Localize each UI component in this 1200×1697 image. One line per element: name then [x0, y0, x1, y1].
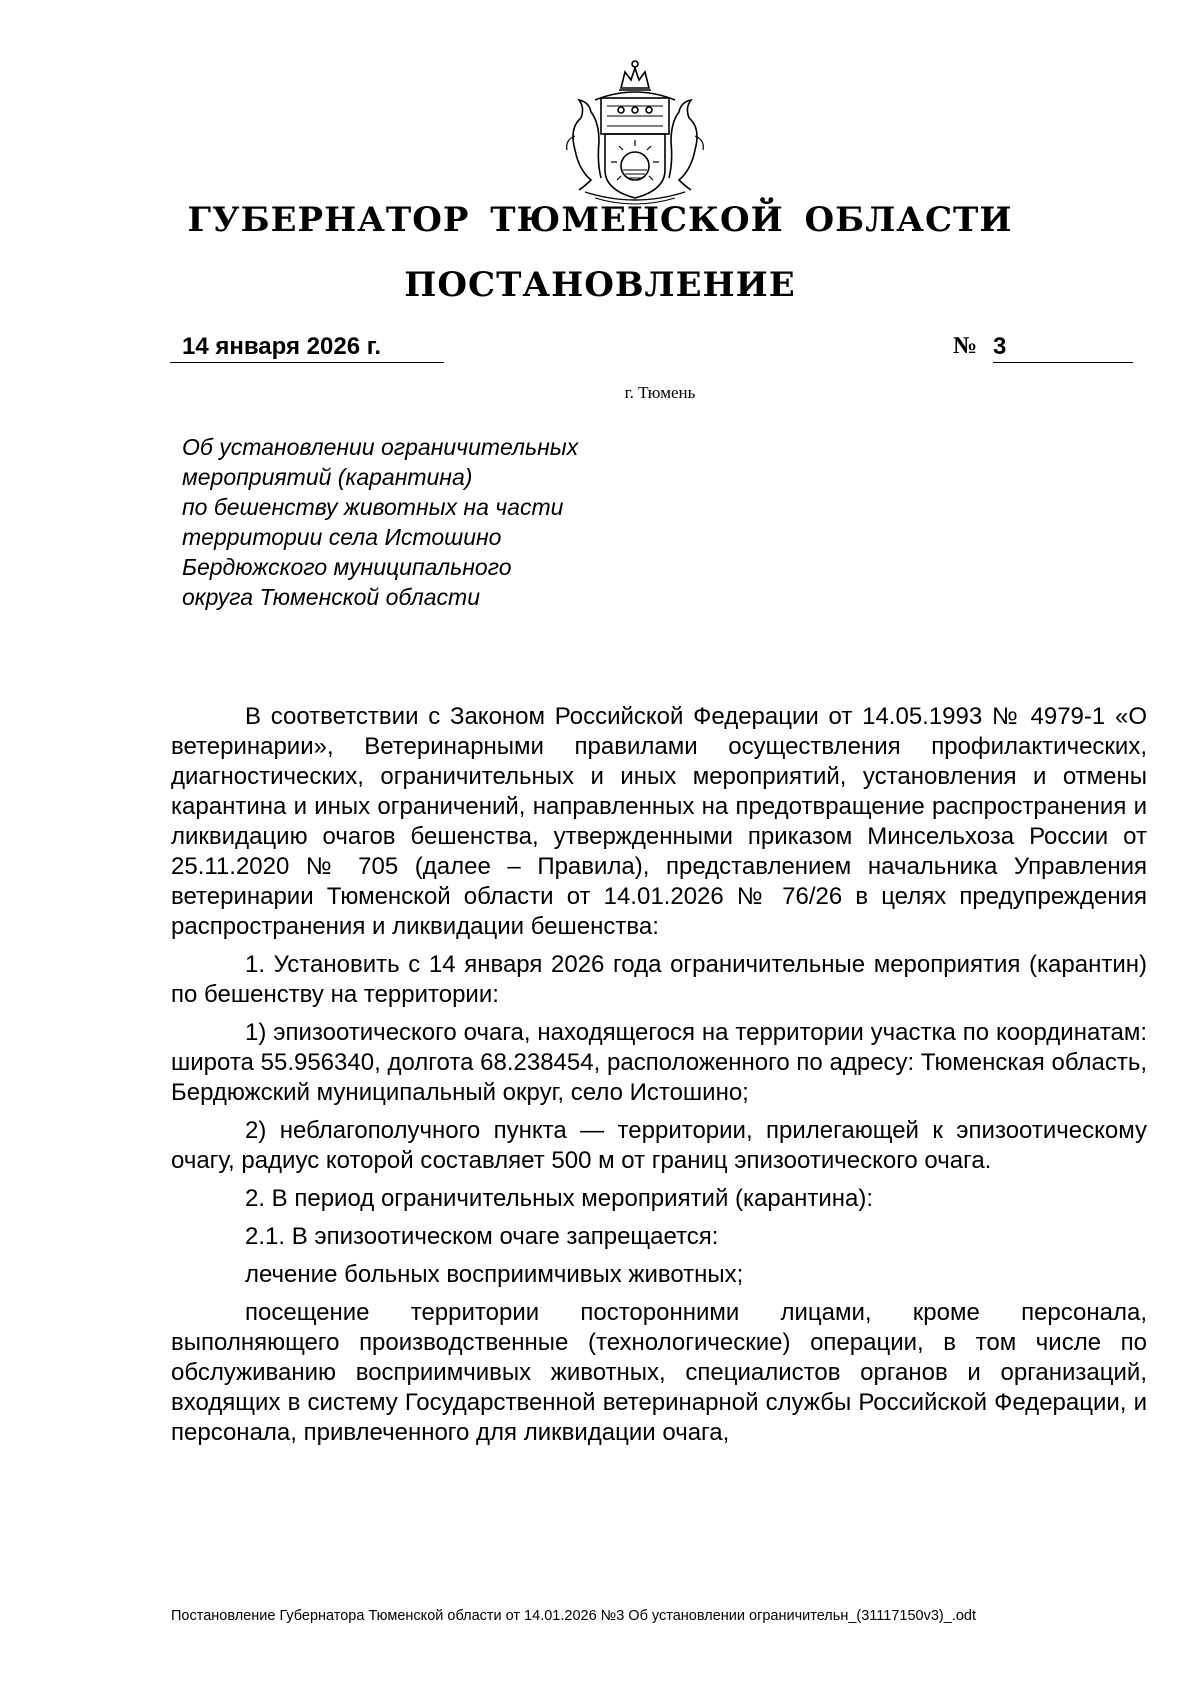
document-subject: [182, 432, 702, 612]
issuing-authority: ГУБЕРНАТОР ТЮМЕНСКОЙ ОБЛАСТИ: [187, 200, 1013, 240]
body-paragraph: лечение больных восприимчивых животных;: [245, 1261, 744, 1288]
document-number: 3: [993, 333, 1133, 363]
body-paragraph: В соответствии с Законом Российской Федерации от 14.05.1993 № 4979-1 «О ветеринарии», Ветеринарными правилами осуществления профилактических, диагностических, ограничительных и иных мероприятий, установления и отмены карантина и иных ограничений, направленных на предотвращение распространения и ликвидацию очагов бешенства, утвержденными приказом Минсельхоза России от 25.11.2020 № 705 (далее – Правила), представлением начальника Управления ветеринарии Тюменской области от 14.01.2026 № 76/26 в целях предупреждения распространения и ликвидации бешенства:: [171, 703, 1147, 940]
subject-line: Об установлении ограничительных: [182, 434, 579, 460]
document-type: ПОСТАНОВЛЕНИЕ: [404, 265, 796, 305]
number-sign: №: [953, 333, 978, 359]
body-paragraph: 2.1. В эпизоотическом очаге запрещается:: [245, 1223, 719, 1250]
subject-line: по бешенству животных на части: [182, 494, 564, 520]
document-date: 14 января 2026 г.: [170, 333, 444, 363]
subject-line: округа Тюменской области: [182, 584, 481, 610]
subject-line: Бердюжского муниципального: [182, 554, 512, 580]
body-paragraph: 2. В период ограничительных мероприятий (карантина):: [245, 1185, 874, 1212]
subject-line: мероприятий (карантина): [182, 464, 473, 490]
footer-filename: Постановление Губернатора Тюменской области от 14.01.2026 №3 Об установлении ограничительн_(31117150v3)_.odt: [171, 1608, 976, 1624]
body-paragraph: 1) эпизоотического очага, находящегося на территории участка по координатам: широта 55.956340, долгота 68.238454, расположенного по адресу: Тюменская область, Бердюжский муниципальный округ, село Истошино;: [171, 1019, 1147, 1106]
body-paragraph: посещение территории посторонними лицами, кроме персонала, выполняющего производственные (технологические) операции, в том числе по обслуживанию восприимчивых животных, специалистов органов и организаций, входящих в систему Государственной ветеринарной службы Российской Федерации, и персонала, привлеченного для ликвидации очага,: [171, 1299, 1147, 1446]
issuing-city: г. Тюмень: [624, 383, 696, 402]
body-paragraph: 2) неблагополучного пункта — территории, прилегающей к эпизоотическому очагу, радиус которой составляет 500 м от границ эпизоотического очага.: [171, 1117, 1147, 1174]
body-paragraph: 1. Установить с 14 января 2026 года ограничительные мероприятия (карантин) по бешенству на территории:: [171, 951, 1147, 1008]
coat-of-arms-icon: [545, 58, 725, 208]
subject-line: территории села Истошино: [182, 524, 502, 550]
document-body: [171, 702, 1147, 1456]
